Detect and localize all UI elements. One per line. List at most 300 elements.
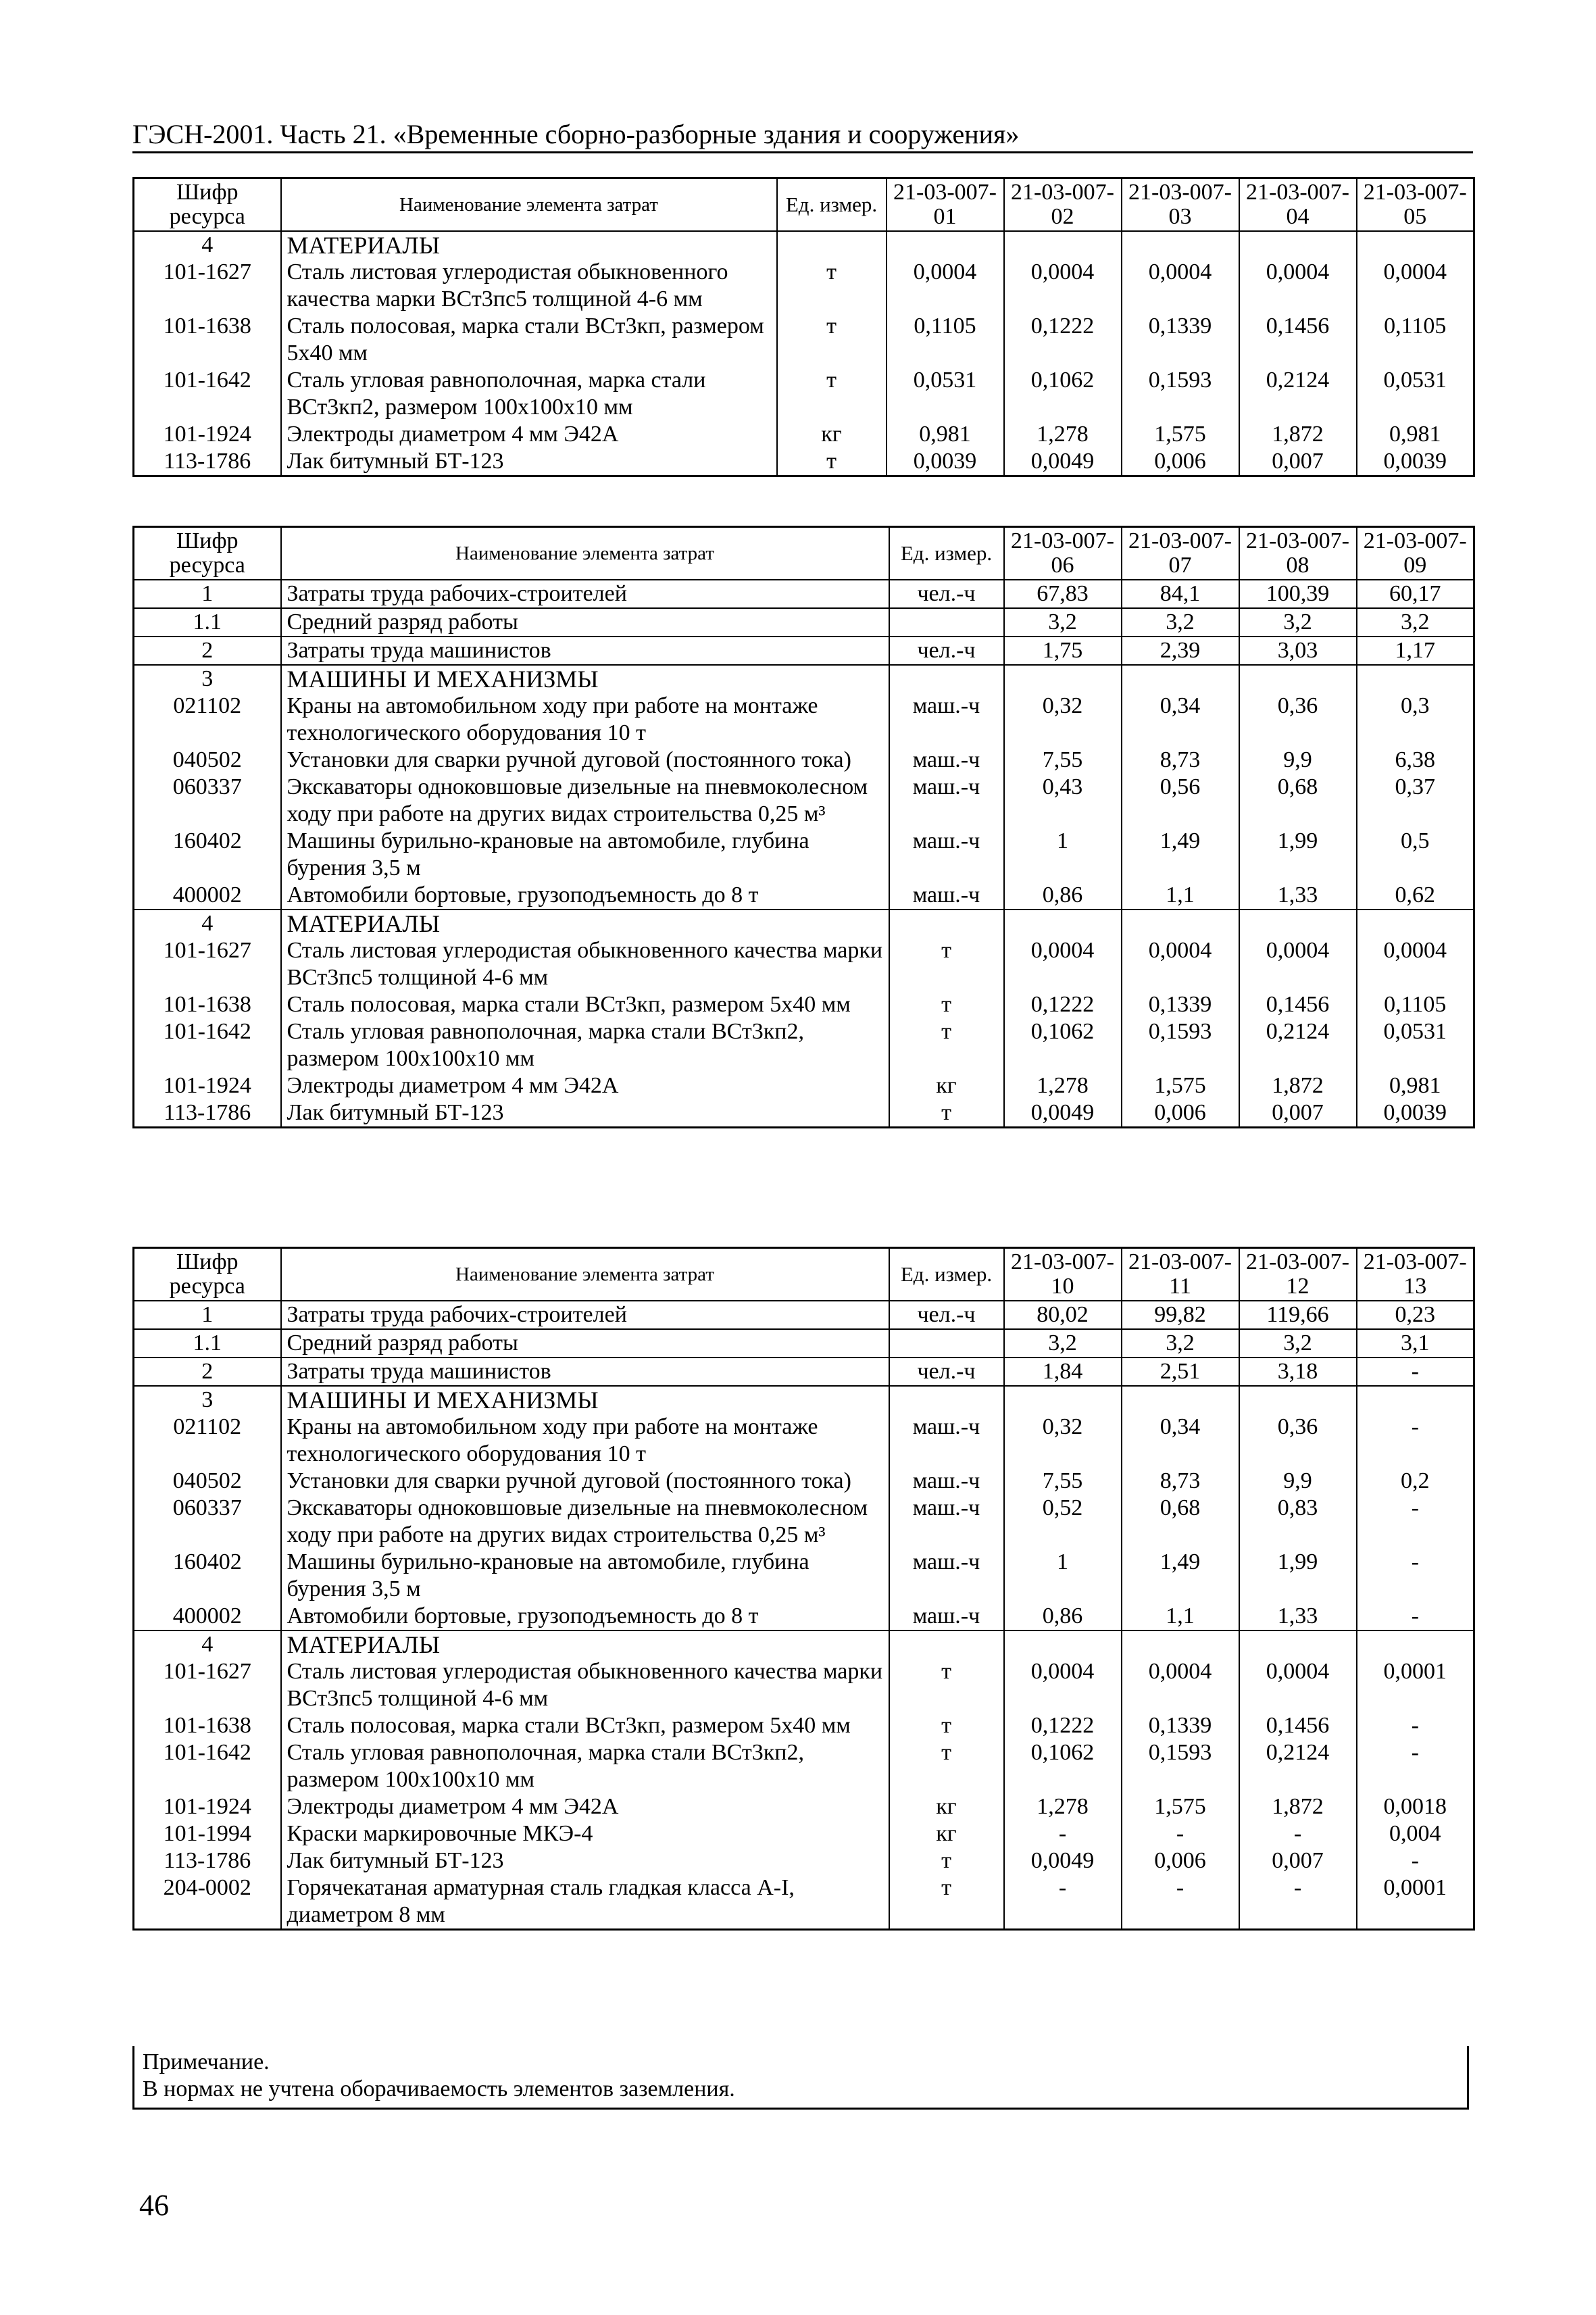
norm-value	[1239, 910, 1357, 937]
resource-unit: чел.-ч	[889, 637, 1004, 665]
norm-value: 0,5	[1357, 828, 1474, 882]
resource-unit: т	[889, 1874, 1004, 1930]
col-norm-header: 21-03-007-02	[1004, 178, 1122, 232]
norm-value: 0,1062	[1004, 1018, 1122, 1072]
norm-value: 9,9	[1239, 1468, 1357, 1495]
resource-name: Электроды диаметром 4 мм Э42А	[281, 1793, 889, 1820]
resource-code: 3	[134, 665, 281, 693]
resource-code: 101-1638	[134, 1712, 281, 1739]
norm-value: 0,34	[1122, 693, 1239, 747]
resource-code: 101-1638	[134, 313, 281, 367]
resource-unit: маш.-ч	[889, 882, 1004, 910]
resource-unit: кг	[777, 421, 887, 448]
resource-code: 113-1786	[134, 1099, 281, 1128]
resource-unit: т	[777, 448, 887, 476]
table-row	[134, 774, 1474, 828]
resource-unit	[889, 1386, 1004, 1414]
table-row	[134, 1874, 1474, 1930]
norm-value: 3,1	[1357, 1329, 1474, 1358]
col-norm-header: 21-03-007-07	[1122, 527, 1239, 580]
col-norm-header: 21-03-007-03	[1122, 178, 1239, 232]
col-norm-header: 21-03-007-10	[1004, 1248, 1122, 1301]
table-row	[134, 1631, 1474, 1658]
norm-value: -	[1122, 1820, 1239, 1847]
norm-value	[1004, 665, 1122, 693]
norm-value: 0,0531	[887, 367, 1004, 421]
resource-name: Машины бурильно-крановые на автомобиле, глубина бурения 3,5 м	[281, 1549, 889, 1603]
norm-value: 0,23	[1357, 1301, 1474, 1329]
col-unit-header: Ед. измер.	[889, 527, 1004, 580]
resource-unit: т	[889, 1739, 1004, 1793]
resource-code: 101-1924	[134, 1072, 281, 1099]
norm-value: 0,2124	[1239, 1018, 1357, 1072]
resource-unit: маш.-ч	[889, 828, 1004, 882]
norm-value: 0,1105	[1357, 991, 1474, 1018]
table-row	[134, 313, 1474, 367]
norm-value: 0,36	[1239, 693, 1357, 747]
norm-value: 1	[1004, 828, 1122, 882]
resource-name: Краски маркировочные МКЭ-4	[281, 1820, 889, 1847]
resource-name: Сталь листовая углеродистая обыкновенного качества марки ВСт3пс5 толщиной 4-6 мм	[281, 937, 889, 991]
resource-unit: кг	[889, 1820, 1004, 1847]
norm-value: 0,36	[1239, 1414, 1357, 1468]
resource-name: Горячекатаная арматурная сталь гладкая класса А-I, диаметром 8 мм	[281, 1874, 889, 1930]
table-row	[134, 608, 1474, 637]
norm-value: 0,62	[1357, 882, 1474, 910]
table-row	[134, 1329, 1474, 1358]
norm-value: 0,0018	[1357, 1793, 1474, 1820]
norm-value: 0,0049	[1004, 1847, 1122, 1874]
col-name-header: Наименование элемента затрат	[281, 1248, 889, 1301]
table-row	[134, 828, 1474, 882]
norm-value	[1004, 1386, 1122, 1414]
norm-value	[1357, 231, 1474, 259]
table-row	[134, 665, 1474, 693]
resource-unit	[777, 231, 887, 259]
norm-value: 1,75	[1004, 637, 1122, 665]
norm-value: 0,0039	[1357, 1099, 1474, 1128]
table-row	[134, 1495, 1474, 1549]
col-norm-header: 21-03-007-04	[1239, 178, 1357, 232]
resource-name: Лак битумный БТ-123	[281, 1847, 889, 1874]
resource-unit: маш.-ч	[889, 693, 1004, 747]
resource-code: 4	[134, 910, 281, 937]
norm-value	[1122, 231, 1239, 259]
norm-value: 0,1222	[1004, 1712, 1122, 1739]
norm-value: 1,33	[1239, 882, 1357, 910]
resource-table-3	[132, 1247, 1475, 1931]
table-row	[134, 882, 1474, 910]
resource-code: 101-1642	[134, 1018, 281, 1072]
resource-unit: чел.-ч	[889, 1358, 1004, 1386]
resource-code: 400002	[134, 1603, 281, 1631]
resource-name: Сталь полосовая, марка стали ВСт3кп, размером 5х40 мм	[281, 991, 889, 1018]
resource-table-2	[132, 526, 1475, 1128]
table-row	[134, 367, 1474, 421]
norm-value: 0,0004	[887, 259, 1004, 313]
table-row	[134, 1358, 1474, 1386]
table-row	[134, 937, 1474, 991]
norm-value: 0,43	[1004, 774, 1122, 828]
table-row	[134, 1739, 1474, 1793]
resource-code: 101-1638	[134, 991, 281, 1018]
norm-value: 6,38	[1357, 747, 1474, 774]
resource-unit: маш.-ч	[889, 774, 1004, 828]
resource-unit	[889, 608, 1004, 637]
norm-value: 0,0004	[1122, 259, 1239, 313]
norm-value: 0,006	[1122, 1099, 1239, 1128]
norm-value: 1,17	[1357, 637, 1474, 665]
norm-value: 0,2124	[1239, 367, 1357, 421]
norm-value: 67,83	[1004, 580, 1122, 608]
norm-value: 0,0004	[1357, 937, 1474, 991]
norm-value: 0,0001	[1357, 1874, 1474, 1930]
resource-name: Сталь угловая равнополочная, марка стали ВСт3кп2, размером 100х100х10 мм	[281, 1018, 889, 1072]
table-row	[134, 421, 1474, 448]
norm-value: 1,49	[1122, 828, 1239, 882]
norm-value: 0,981	[887, 421, 1004, 448]
resource-code: 060337	[134, 774, 281, 828]
resource-unit: т	[889, 1712, 1004, 1739]
norm-value: 0,68	[1122, 1495, 1239, 1549]
norm-value: 0,004	[1357, 1820, 1474, 1847]
norm-value: 0,007	[1239, 1099, 1357, 1128]
norm-value: 0,0004	[1239, 259, 1357, 313]
resource-code: 1.1	[134, 608, 281, 637]
norm-value	[1004, 910, 1122, 937]
header-rule	[132, 151, 1473, 153]
norm-value: -	[1239, 1874, 1357, 1930]
norm-value: 0,0531	[1357, 367, 1474, 421]
norm-value	[1239, 665, 1357, 693]
resource-code: 101-1627	[134, 1658, 281, 1712]
norm-value: 0,2	[1357, 1468, 1474, 1495]
norm-value: 0,1222	[1004, 991, 1122, 1018]
note-title: Примечание.	[143, 2049, 270, 2074]
table-header-row	[134, 527, 1474, 580]
norm-value: 1,872	[1239, 421, 1357, 448]
norm-value: 0,34	[1122, 1414, 1239, 1468]
norm-value: 3,2	[1357, 608, 1474, 637]
norm-value: 0,1062	[1004, 1739, 1122, 1793]
norm-value: 9,9	[1239, 747, 1357, 774]
resource-code: 1	[134, 1301, 281, 1329]
resource-unit: маш.-ч	[889, 747, 1004, 774]
norm-value: 0,0004	[1357, 259, 1474, 313]
norm-value: 1,99	[1239, 828, 1357, 882]
norm-value: 0,56	[1122, 774, 1239, 828]
norm-value	[1122, 665, 1239, 693]
norm-value: -	[1357, 1739, 1474, 1793]
table-row	[134, 448, 1474, 476]
norm-value: 84,1	[1122, 580, 1239, 608]
col-code-header: Шифр ресурса	[134, 1248, 281, 1301]
norm-value: 1,99	[1239, 1549, 1357, 1603]
norm-value: 0,0001	[1357, 1658, 1474, 1712]
resource-unit: чел.-ч	[889, 580, 1004, 608]
norm-value: 1,872	[1239, 1793, 1357, 1820]
norm-value: 7,55	[1004, 747, 1122, 774]
resource-name: МАШИНЫ И МЕХАНИЗМЫ	[281, 1386, 889, 1414]
col-norm-header: 21-03-007-01	[887, 178, 1004, 232]
norm-value	[1357, 665, 1474, 693]
table-row	[134, 1099, 1474, 1128]
page-number: 46	[139, 2189, 169, 2222]
norm-value: 3,2	[1122, 608, 1239, 637]
resource-code: 204-0002	[134, 1874, 281, 1930]
resource-name: МАТЕРИАЛЫ	[281, 1631, 889, 1658]
norm-value	[1357, 910, 1474, 937]
norm-value	[1357, 1386, 1474, 1414]
resource-name: Средний разряд работы	[281, 1329, 889, 1358]
norm-value: 1,1	[1122, 882, 1239, 910]
resource-code: 101-1994	[134, 1820, 281, 1847]
col-norm-header: 21-03-007-11	[1122, 1248, 1239, 1301]
note-box	[132, 2046, 1469, 2110]
resource-name: МАТЕРИАЛЫ	[281, 231, 777, 259]
norm-value: 119,66	[1239, 1301, 1357, 1329]
resource-name: Сталь полосовая, марка стали ВСт3кп, размером 5х40 мм	[281, 313, 777, 367]
table-row	[134, 1847, 1474, 1874]
norm-value: 1	[1004, 1549, 1122, 1603]
norm-value: 0,52	[1004, 1495, 1122, 1549]
resource-code: 2	[134, 637, 281, 665]
resource-name: Установки для сварки ручной дуговой (постоянного тока)	[281, 747, 889, 774]
resource-name: Затраты труда рабочих-строителей	[281, 1301, 889, 1329]
norm-value: 0,0004	[1004, 937, 1122, 991]
table-row	[134, 1301, 1474, 1329]
norm-value: 0,0049	[1004, 1099, 1122, 1128]
resource-table-1	[132, 177, 1475, 477]
resource-code: 113-1786	[134, 448, 281, 476]
norm-value: 0,1339	[1122, 1712, 1239, 1739]
norm-value: 0,0039	[1357, 448, 1474, 476]
norm-value	[887, 231, 1004, 259]
norm-value: 3,2	[1239, 1329, 1357, 1358]
table-row	[134, 1018, 1474, 1072]
norm-value: 1,84	[1004, 1358, 1122, 1386]
resource-name: Автомобили бортовые, грузоподъемность до 8 т	[281, 1603, 889, 1631]
col-norm-header: 21-03-007-05	[1357, 178, 1474, 232]
norm-value: 1,33	[1239, 1603, 1357, 1631]
resource-unit: т	[777, 259, 887, 313]
resource-unit: кг	[889, 1793, 1004, 1820]
col-norm-header: 21-03-007-09	[1357, 527, 1474, 580]
norm-value: 1,49	[1122, 1549, 1239, 1603]
resource-name: Затраты труда машинистов	[281, 637, 889, 665]
resource-name: Электроды диаметром 4 мм Э42А	[281, 421, 777, 448]
norm-value: 0,1339	[1122, 313, 1239, 367]
table-header-row	[134, 1248, 1474, 1301]
resource-name: Затраты труда рабочих-строителей	[281, 580, 889, 608]
norm-value: 0,1593	[1122, 367, 1239, 421]
resource-name: Сталь угловая равнополочная, марка стали ВСт3кп2, размером 100х100х10 мм	[281, 367, 777, 421]
norm-value: 1,278	[1004, 1072, 1122, 1099]
resource-unit: т	[889, 991, 1004, 1018]
norm-value: 0,32	[1004, 693, 1122, 747]
resource-code: 113-1786	[134, 1847, 281, 1874]
resource-code: 160402	[134, 828, 281, 882]
norm-value: 0,0531	[1357, 1018, 1474, 1072]
norm-value: -	[1004, 1874, 1122, 1930]
norm-value: 0,86	[1004, 882, 1122, 910]
resource-unit: т	[889, 937, 1004, 991]
norm-value: 0,1456	[1239, 991, 1357, 1018]
norm-value: 0,0004	[1122, 937, 1239, 991]
norm-value	[1239, 1386, 1357, 1414]
resource-name: МАТЕРИАЛЫ	[281, 910, 889, 937]
norm-value: 3,03	[1239, 637, 1357, 665]
norm-value: 80,02	[1004, 1301, 1122, 1329]
resource-code: 101-1627	[134, 259, 281, 313]
resource-unit	[889, 910, 1004, 937]
resource-code: 101-1627	[134, 937, 281, 991]
norm-value: 1,575	[1122, 1793, 1239, 1820]
norm-value: 0,0004	[1004, 259, 1122, 313]
resource-code: 101-1642	[134, 367, 281, 421]
norm-value: 0,68	[1239, 774, 1357, 828]
norm-value: 0,981	[1357, 1072, 1474, 1099]
table-row	[134, 1793, 1474, 1820]
norm-value: -	[1357, 1414, 1474, 1468]
norm-value: 0,006	[1122, 448, 1239, 476]
table-row	[134, 1658, 1474, 1712]
resource-name: Экскаваторы одноковшовые дизельные на пневмоколесном ходу при работе на других видах строительства 0,25 м³	[281, 774, 889, 828]
table-row	[134, 991, 1474, 1018]
resource-unit: маш.-ч	[889, 1603, 1004, 1631]
norm-value	[1357, 1631, 1474, 1658]
resource-unit	[889, 665, 1004, 693]
norm-value: -	[1004, 1820, 1122, 1847]
note-text: В нормах не учтена оборачиваемость элементов заземления.	[143, 2076, 735, 2101]
norm-value: 3,2	[1004, 1329, 1122, 1358]
resource-code: 400002	[134, 882, 281, 910]
resource-unit: кг	[889, 1072, 1004, 1099]
resource-name: Затраты труда машинистов	[281, 1358, 889, 1386]
table-header-row	[134, 178, 1474, 232]
resource-unit: маш.-ч	[889, 1414, 1004, 1468]
norm-value: 0,0004	[1239, 1658, 1357, 1712]
resource-unit: т	[889, 1099, 1004, 1128]
norm-value: 0,1062	[1004, 367, 1122, 421]
norm-value: 0,1593	[1122, 1739, 1239, 1793]
col-name-header: Наименование элемента затрат	[281, 178, 777, 232]
norm-value: 3,18	[1239, 1358, 1357, 1386]
norm-value: 0,981	[1357, 421, 1474, 448]
resource-code: 3	[134, 1386, 281, 1414]
resource-name: Средний разряд работы	[281, 608, 889, 637]
norm-value: 1,575	[1122, 421, 1239, 448]
norm-value: 0,0004	[1122, 1658, 1239, 1712]
table-row	[134, 1549, 1474, 1603]
resource-name: Сталь угловая равнополочная, марка стали ВСт3кп2, размером 100х100х10 мм	[281, 1739, 889, 1793]
norm-value: -	[1357, 1603, 1474, 1631]
norm-value: 0,32	[1004, 1414, 1122, 1468]
norm-value: 100,39	[1239, 580, 1357, 608]
resource-unit: т	[889, 1847, 1004, 1874]
norm-value: 0,0004	[1004, 1658, 1122, 1712]
norm-value	[1239, 1631, 1357, 1658]
resource-unit: маш.-ч	[889, 1468, 1004, 1495]
col-norm-header: 21-03-007-08	[1239, 527, 1357, 580]
norm-value: 0,007	[1239, 448, 1357, 476]
norm-value: -	[1357, 1358, 1474, 1386]
norm-value: 1,575	[1122, 1072, 1239, 1099]
resource-code: 4	[134, 231, 281, 259]
resource-code: 101-1642	[134, 1739, 281, 1793]
resource-name: Автомобили бортовые, грузоподъемность до 8 т	[281, 882, 889, 910]
norm-value	[1239, 231, 1357, 259]
resource-name: Лак битумный БТ-123	[281, 448, 777, 476]
norm-value: 0,0004	[1239, 937, 1357, 991]
norm-value: -	[1357, 1847, 1474, 1874]
col-name-header: Наименование элемента затрат	[281, 527, 889, 580]
norm-value: 0,86	[1004, 1603, 1122, 1631]
norm-value	[1122, 910, 1239, 937]
table-row	[134, 1468, 1474, 1495]
resource-unit: маш.-ч	[889, 1495, 1004, 1549]
resource-name: Сталь листовая углеродистая обыкновенного качества марки ВСт3пс5 толщиной 4-6 мм	[281, 1658, 889, 1712]
norm-value: 0,1456	[1239, 313, 1357, 367]
norm-value: 1,278	[1004, 1793, 1122, 1820]
norm-value: -	[1357, 1495, 1474, 1549]
col-norm-header: 21-03-007-13	[1357, 1248, 1474, 1301]
resource-name: Лак битумный БТ-123	[281, 1099, 889, 1128]
col-norm-header: 21-03-007-06	[1004, 527, 1122, 580]
resource-unit: т	[889, 1658, 1004, 1712]
col-norm-header: 21-03-007-12	[1239, 1248, 1357, 1301]
norm-value: 0,006	[1122, 1847, 1239, 1874]
resource-unit	[889, 1329, 1004, 1358]
norm-value: -	[1239, 1820, 1357, 1847]
norm-value: 8,73	[1122, 1468, 1239, 1495]
norm-value: 8,73	[1122, 747, 1239, 774]
norm-value: 1,278	[1004, 421, 1122, 448]
resource-code: 040502	[134, 1468, 281, 1495]
resource-code: 160402	[134, 1549, 281, 1603]
table-row	[134, 910, 1474, 937]
col-code-header: Шифр ресурса	[134, 178, 281, 232]
norm-value: 0,1456	[1239, 1712, 1357, 1739]
norm-value: 60,17	[1357, 580, 1474, 608]
resource-unit: маш.-ч	[889, 1549, 1004, 1603]
norm-value: 0,1105	[1357, 313, 1474, 367]
norm-value: 0,007	[1239, 1847, 1357, 1874]
resource-name: Сталь листовая углеродистая обыкновенного качества марки ВСт3пс5 толщиной 4-6 мм	[281, 259, 777, 313]
norm-value: -	[1357, 1549, 1474, 1603]
norm-value: 0,3	[1357, 693, 1474, 747]
col-unit-header: Ед. измер.	[777, 178, 887, 232]
page-header: ГЭСН-2001. Часть 21. «Временные сборно-разборные здания и сооружения»	[132, 119, 1020, 149]
norm-value: 0,1105	[887, 313, 1004, 367]
norm-value: 7,55	[1004, 1468, 1122, 1495]
resource-unit: т	[777, 367, 887, 421]
table-row	[134, 1603, 1474, 1631]
norm-value: 0,83	[1239, 1495, 1357, 1549]
norm-value: 0,2124	[1239, 1739, 1357, 1793]
norm-value: 3,2	[1122, 1329, 1239, 1358]
norm-value: 99,82	[1122, 1301, 1239, 1329]
table-row	[134, 637, 1474, 665]
resource-name: Машины бурильно-крановые на автомобиле, глубина бурения 3,5 м	[281, 828, 889, 882]
norm-value: 3,2	[1239, 608, 1357, 637]
table-row	[134, 580, 1474, 608]
table-row	[134, 231, 1474, 259]
norm-value: 1,872	[1239, 1072, 1357, 1099]
resource-code: 021102	[134, 693, 281, 747]
resource-code: 060337	[134, 1495, 281, 1549]
resource-unit	[889, 1631, 1004, 1658]
